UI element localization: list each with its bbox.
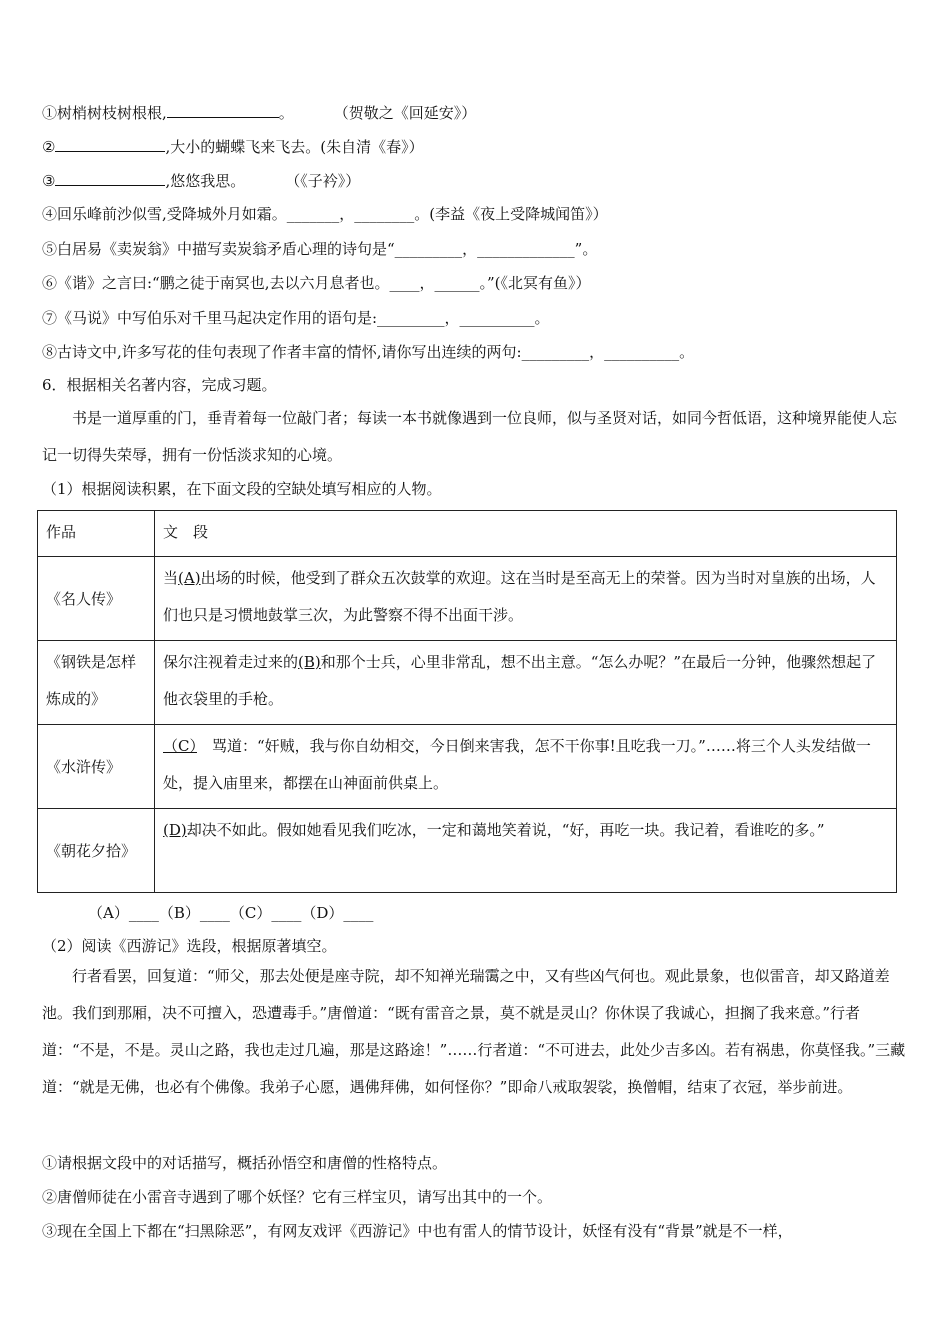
poem-line-8: ⑧古诗文中,许多写花的佳句表现了作者丰富的情怀,请你写出连续的两句:_________，__________。 [42,343,695,361]
question-6-intro: 书是一道厚重的门，垂青着每一位敲门者；每读一本书就像遇到一位良师，似与圣贤对话，如同今哲低语，这种境界能使人忘记一切得失荣辱，拥有一份恬淡求知的心境。 [42,409,898,464]
poem-line-5: ⑤白居易《卖炭翁》中描写卖炭翁矛盾心理的诗句是“_________，_____________”。 [42,240,598,258]
passage-text: 骂道：“奸贼，我与你自幼相交，今日倒来害我，怎不干你事!且吃我一刀。”……将三个人头发结做一处，提入庙里来，都摆在山神面前供桌上。 [163,737,871,792]
xiyouji-passage: 行者看罢，回复道：“师父，那去处便是座寺院，却不知禅光瑞霭之中，又有些凶气何也。观此景象，也似雷音，却又路道差池。我们到那厢，决不可擅入，恐遭毒手。”唐僧道：“既有雷音之景，莫不就是灵山？你休误了我诚心，担搁了我来意。”行者道：“不是，不是。灵山之路，我也走过几遍，那是这路途！”……行者道：“不可进去，此处少吉多凶。若有祸患，你莫怪我。”三藏道：“就是无佛，也必有个佛像。我弟子心愿，遇佛拜佛，如何怪你？”即命八戒取袈裟，换僧帽，结束了衣冠，举步前进。 [42,967,906,1096]
table-row [38,809,897,893]
passage-cell [155,725,897,809]
poem-line-4: ④回乐峰前沙似雪,受降城外月如霜。_______，________。(李益《夜上受降城闻笛》） [42,205,608,223]
table-row [38,641,897,725]
sub-question-3: ③现在全国上下都在“扫黑除恶”，有网友戏评《西游记》中也有雷人的情节设计，妖怪有没有“背景”就是不一样， [42,1222,793,1240]
poem-line-2 [42,135,910,158]
poem-text: ①树梢树枝树根根, [42,104,167,122]
answer-blank[interactable] [55,135,165,152]
work-title: 《钢铁是怎样炼成的》 [38,641,155,725]
passage-cell [155,809,897,893]
blank-label[interactable]: （C） [163,737,197,755]
poem-line-3 [42,169,910,192]
passage-cell [155,641,897,725]
answer-blank[interactable] [55,169,165,186]
poem-line-1 [42,101,910,124]
passage-text: 却决不如此。假如她看见我们吃冰，一定和蔼地笑着说，“好，再吃一块。我记着，看谁吃的多。” [186,821,825,839]
table-row [38,557,897,641]
blank-label[interactable]: (A) [178,569,201,587]
poem-text: ③ [42,172,56,190]
passage-text: 当 [163,569,179,587]
question-6-sub1: （1）根据阅读积累，在下面文段的空缺处填写相应的人物。 [42,480,442,498]
answer-blank[interactable] [167,101,279,118]
blank-label[interactable]: (D) [163,821,187,839]
question-6-title: 6．根据相关名著内容，完成习题。 [42,376,277,394]
header-work: 作品 [38,511,155,557]
passage-text: 和那个士兵，心里非常乱，想不出主意。“怎么办呢？”在最后一分钟，他骤然想起了他衣袋里的手枪。 [163,653,877,708]
answer-blanks[interactable]: （A）____（B）____（C）____（D）____ [88,904,374,922]
blank-label[interactable]: (B) [298,653,321,671]
works-table [37,510,897,893]
poem-line-6: ⑥《谐》之言曰:“鹏之徒于南冥也,去以六月息者也。____，______。”(《北冥有鱼》） [42,274,591,292]
poem-line-7: ⑦《马说》中写伯乐对千里马起决定作用的语句是:_________，__________。 [42,309,550,327]
work-title: 《名人传》 [38,557,155,641]
sub-question-2: ②唐僧师徒在小雷音寺遇到了哪个妖怪？它有三样宝贝，请写出其中的一个。 [42,1188,553,1206]
work-title: 《朝花夕拾》 [38,809,155,893]
poem-text: 。 [278,104,294,122]
passage-text: 保尔注视着走过来的 [163,653,299,671]
poem-text: ② [42,138,56,156]
table-row [38,725,897,809]
poem-source: （《子衿》） [285,172,361,190]
table-header-row [38,511,897,557]
header-passage: 文 段 [155,511,897,557]
passage-text: 出场的时候，他受到了群众五次鼓掌的欢迎。这在当时是至高无上的荣誉。因为当时对皇族的出场，人们也只是习惯地鼓掌三次，为此警察不得不出面干涉。 [163,569,876,624]
poem-source: （贺敬之《回延安》） [333,104,477,122]
poem-text: ,悠悠我思。 [165,172,246,190]
passage-cell [155,557,897,641]
question-6-sub2: （2）阅读《西游记》选段，根据原著填空。 [42,937,337,955]
work-title: 《水浒传》 [38,725,155,809]
poem-text: ,大小的蝴蝶飞来飞去。(朱自清《春》） [165,138,424,156]
sub-question-1: ①请根据文段中的对话描写，概括孙悟空和唐僧的性格特点。 [42,1154,448,1172]
